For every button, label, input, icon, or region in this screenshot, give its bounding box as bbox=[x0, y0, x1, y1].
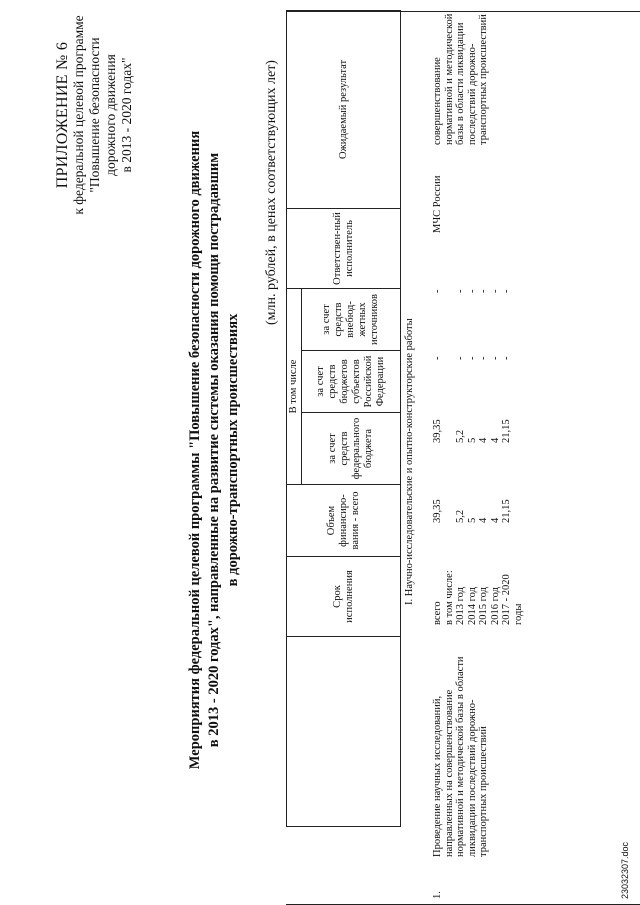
appendix-line: "Повышение безопасности bbox=[87, 37, 102, 193]
row-executor: МЧС России bbox=[432, 175, 443, 233]
period-item: всего bbox=[432, 601, 443, 625]
total-value: 4 bbox=[478, 517, 489, 523]
appendix-line: к федеральной целевой программе bbox=[71, 15, 86, 215]
federal-value: 39,35 bbox=[432, 419, 443, 443]
federal-value: 4 bbox=[489, 437, 501, 443]
federal-column bbox=[432, 383, 513, 443]
row-description: Проведение научных исследований, направленных на совершенствование нормативной и методической базы в области ликвидации последствий дорожно-транспортных происшествий bbox=[432, 656, 489, 857]
header-result: Ожидаемый результат bbox=[287, 10, 401, 208]
regional-value: - bbox=[478, 356, 489, 360]
appendix-line: в 2013 - 2020 годах" bbox=[119, 57, 134, 173]
period-item: 2015 год bbox=[478, 587, 489, 625]
row-result: совершенствование нормативной и методической базы в области ликвидации последствий дорожно-транспортных происшествий bbox=[432, 13, 489, 145]
header-federal: за счет средств федерального бюджета bbox=[302, 413, 401, 485]
period-item: 2017 - 2020 bbox=[501, 574, 512, 625]
federal-value: 5,2 bbox=[455, 429, 466, 443]
period-item: годы bbox=[512, 603, 524, 625]
table-right-border bbox=[286, 11, 640, 12]
document-id: 23032307.doc bbox=[620, 841, 630, 899]
extra-value: - bbox=[478, 289, 489, 293]
regional-value bbox=[444, 330, 456, 360]
federal-value: 21,15 bbox=[501, 419, 512, 443]
extra-column bbox=[432, 263, 513, 293]
regional-value: - bbox=[432, 356, 443, 360]
appendix-title: ПРИЛОЖЕНИЕ № 6 bbox=[54, 41, 71, 189]
title-line: в 2013 - 2020 годах", направленные на развитие системы оказания помощи пострадавшим bbox=[206, 152, 222, 748]
total-value: 5,2 bbox=[455, 509, 466, 523]
row-number: 1. bbox=[432, 891, 443, 899]
period-item: 2016 год bbox=[489, 587, 501, 625]
federal-value: 5 bbox=[466, 437, 478, 443]
extra-value: - bbox=[501, 289, 512, 293]
total-value: 21,15 bbox=[501, 499, 512, 523]
extra-value bbox=[444, 263, 456, 293]
header-total: Объем финансиро-вания - всего bbox=[287, 485, 401, 557]
extra-value: - bbox=[455, 289, 466, 293]
extra-value: - bbox=[489, 289, 501, 293]
regional-value: - bbox=[455, 356, 466, 360]
regional-column bbox=[432, 330, 513, 360]
total-value bbox=[444, 463, 456, 523]
period-column bbox=[432, 545, 524, 625]
title-line: в дорожно-транспортных происшествиях bbox=[225, 313, 241, 587]
regional-value: - bbox=[501, 356, 512, 360]
header-period: Срок исполнения bbox=[287, 557, 401, 637]
units-note: (млн. рублей, в ценах соответствующих лет) bbox=[264, 60, 279, 325]
appendix-line: дорожного движения bbox=[103, 54, 118, 176]
total-value: 4 bbox=[489, 517, 501, 523]
period-item: в том числе: bbox=[443, 570, 455, 625]
section-caption: I. Научно-исследовательские и опытно-конструкторские работы bbox=[404, 318, 415, 605]
federal-value bbox=[444, 383, 456, 443]
title-line: Мероприятия федеральной целевой программы "Повышение безопасности дорожного движения bbox=[187, 130, 203, 770]
period-item: 2014 год bbox=[466, 587, 478, 625]
regional-value: - bbox=[489, 356, 501, 360]
header-incl: В том числе bbox=[287, 288, 302, 484]
regional-value: - bbox=[466, 356, 478, 360]
header-extra: за счет средств внебюд-жетных источников bbox=[302, 288, 401, 350]
federal-value: 4 bbox=[478, 437, 489, 443]
total-column bbox=[432, 463, 513, 523]
total-value: 5 bbox=[466, 517, 478, 523]
header-executor: Ответствен-ный исполнитель bbox=[287, 208, 401, 288]
header-regional: за счет средств бюджетов субъектов Российской Федерации bbox=[302, 351, 401, 413]
extra-value: - bbox=[432, 289, 443, 293]
total-value: 39,35 bbox=[432, 499, 443, 523]
period-item: 2013 год bbox=[455, 587, 466, 625]
extra-value: - bbox=[466, 289, 478, 293]
